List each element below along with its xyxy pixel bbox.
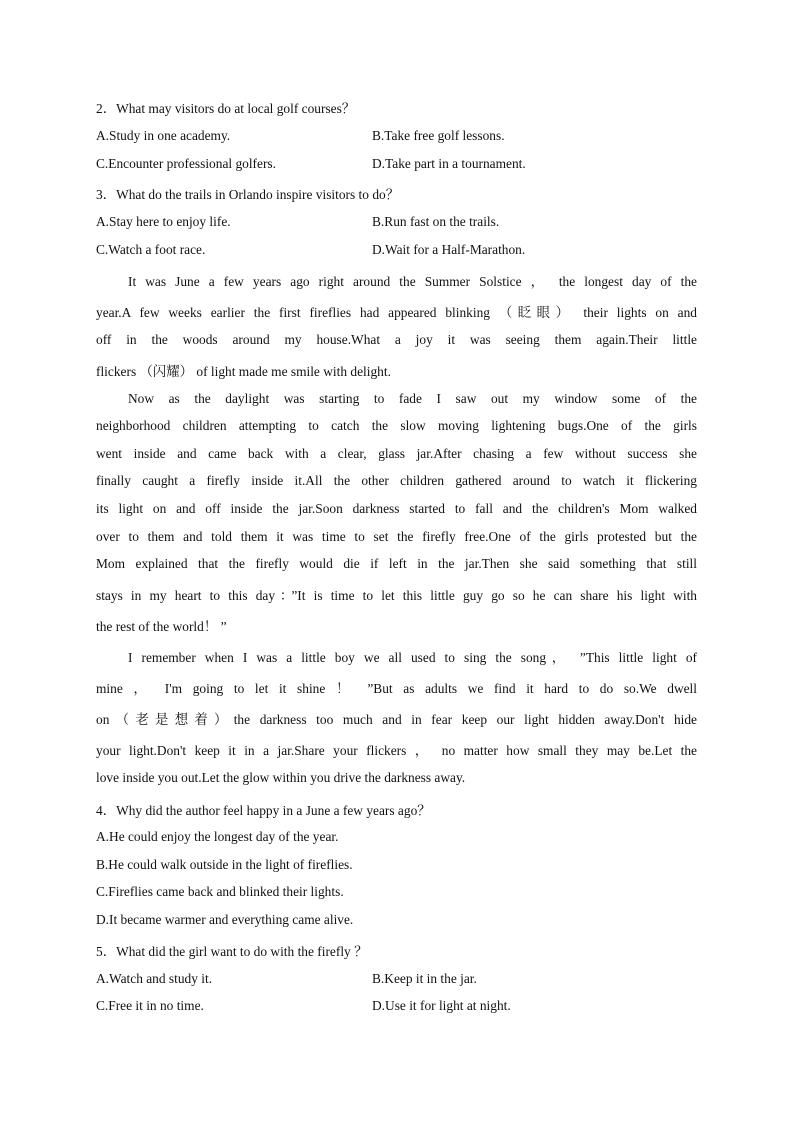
passage-p2-line: stays in my heart to this day：”It is time to let this little guy go so he can share his light with <box>96 588 697 603</box>
question-2-stem: 2．What may visitors do at local golf courses？ <box>96 101 356 116</box>
question-2-option-d: D.Take part in a tournament. <box>372 156 526 171</box>
passage-p2-line: over to them and told them it was time to set the firefly free.One of the girls protested but the <box>96 529 697 544</box>
passage-p2-line: Now as the daylight was starting to fade I saw out my window some of the <box>128 391 697 406</box>
question-5-stem: 5．What did the girl want to do with the firefly ？ <box>96 944 368 959</box>
passage-p2-line: went inside and came back with a clear, glass jar.After chasing a few without success she <box>96 446 697 461</box>
passage-p1-line: flickers （闪耀） of light made me smile with delight. <box>96 364 391 379</box>
question-4-option-d: D.It became warmer and everything came alive. <box>96 912 354 927</box>
passage-p2-line: its light on and off inside the jar.Soon darkness started to fall and the children's Mom walked <box>96 501 697 516</box>
passage-p2-line: neighborhood children attempting to catch the slow moving lightening bugs.One of the girls <box>96 418 697 433</box>
question-3-option-c: C.Watch a foot race. <box>96 242 206 257</box>
passage-p1-line: It was June a few years ago right around the Summer Solstice ， the longest day of the <box>128 274 697 289</box>
passage-p3-line: love inside you out.Let the glow within you drive the darkness away. <box>96 770 466 785</box>
passage-p1-line: off in the woods around my house.What a joy it was seeing them again.Their little <box>96 332 697 347</box>
passage-p3-line: on（老是想着）the darkness too much and in fear keep our light hidden away.Don't hide <box>96 712 697 727</box>
passage-p1-line: year.A few weeks earlier the first fireflies had appeared blinking （眨眼） their lights on and <box>96 305 697 320</box>
question-4-stem: 4．Why did the author feel happy in a June a few years ago？ <box>96 803 431 818</box>
question-3-option-d: D.Wait for a Half-Marathon. <box>372 242 526 257</box>
passage-p3-line: your light.Don't keep it in a jar.Share your flickers ， no matter how small they may be.Let the <box>96 743 697 758</box>
passage-p2-line: the rest of the world！ ” <box>96 619 227 634</box>
question-4-option-c: C.Fireflies came back and blinked their lights. <box>96 884 344 899</box>
question-5-option-b: B.Keep it in the jar. <box>372 971 477 986</box>
question-2-option-a: A.Study in one academy. <box>96 128 231 143</box>
passage-p2-line: finally caught a firefly inside it.All the other children gathered around to watch it flickering <box>96 473 697 488</box>
question-3-stem: 3．What do the trails in Orlando inspire visitors to do？ <box>96 187 400 202</box>
question-5-option-d: D.Use it for light at night. <box>372 998 511 1013</box>
passage-p3-line: mine ， I'm going to let it shine ！ ”But as adults we find it hard to do so.We dwell <box>96 681 697 696</box>
question-5-option-c: C.Free it in no time. <box>96 998 204 1013</box>
question-5-option-a: A.Watch and study it. <box>96 971 213 986</box>
passage-p3-line: I remember when I was a little boy we all used to sing the song， ”This little light of <box>128 650 697 665</box>
question-4-option-a: A.He could enjoy the longest day of the year. <box>96 829 339 844</box>
question-2-option-b: B.Take free golf lessons. <box>372 128 505 143</box>
question-3-option-b: B.Run fast on the trails. <box>372 214 500 229</box>
passage-p2-line: Mom explained that the firefly would die if left in the jar.Then she said something that still <box>96 556 697 571</box>
question-2-option-c: C.Encounter professional golfers. <box>96 156 276 171</box>
question-4-option-b: B.He could walk outside in the light of fireflies. <box>96 857 353 872</box>
question-3-option-a: A.Stay here to enjoy life. <box>96 214 231 229</box>
